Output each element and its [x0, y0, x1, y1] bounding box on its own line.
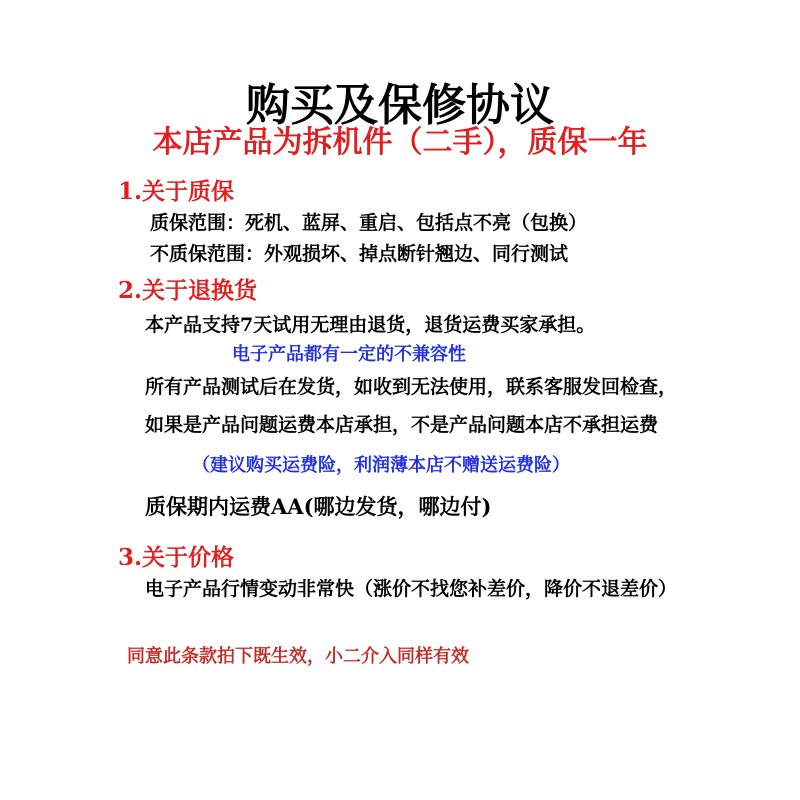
page-title: 购买及保修协议 — [246, 80, 554, 131]
returns-shipping-rule-text: 如果是产品问题运费本店承担，不是产品问题本店不承担运费 — [145, 414, 659, 436]
price-text: 电子产品行情变动非常快（涨价不找您补差价，降价不退差价） — [145, 578, 678, 600]
returns-tested-text: 所有产品测试后在发货，如收到无法使用，联系客服发回检查， — [145, 376, 678, 398]
returns-heading: 2.关于退换货 — [118, 277, 258, 304]
warranty-covered-text: 质保范围：死机、蓝屏、重启、包括点不亮（包换） — [150, 212, 588, 234]
warranty-shipping-text: 质保期内运费AA(哪边发货，哪边付) — [145, 494, 492, 519]
returns-compatibility-note: 电子产品都有一定的不兼容性 — [232, 344, 466, 365]
page-subtitle: 本店产品为拆机件（二手），质保一年 — [152, 125, 648, 160]
price-heading: 3.关于价格 — [118, 544, 235, 571]
warranty-not-covered-text: 不质保范围：外观损坏、掉点断针翘边、同行测试 — [150, 243, 569, 265]
returns-insurance-note: （建议购买运费险，利润薄本店不赠送运费险） — [192, 455, 570, 476]
warranty-heading: 1.关于质保 — [118, 178, 235, 205]
agreement-text: 同意此条款拍下既生效，小二介入同样有效 — [127, 646, 469, 667]
returns-trial-text: 本产品支持7天试用无理由退货，退货运费买家承担。 — [145, 314, 596, 336]
